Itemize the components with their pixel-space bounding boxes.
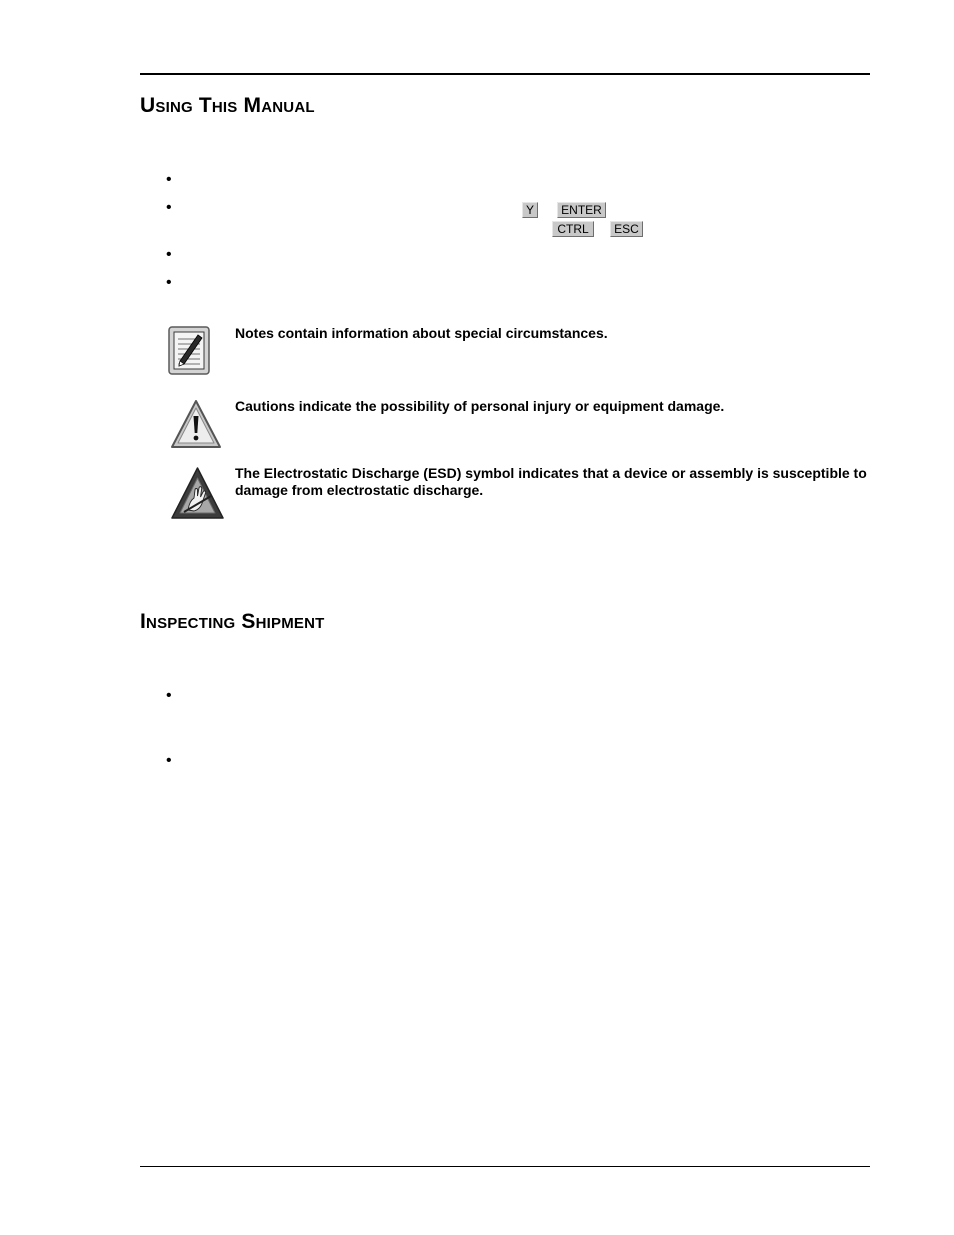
header-rule xyxy=(140,73,870,75)
key-esc: ESC xyxy=(610,221,643,237)
esd-hand-icon xyxy=(170,466,225,521)
key-y: Y xyxy=(522,202,538,218)
esd-text: The Electrostatic Discharge (ESD) symbol indicates that a device or assembly is susceptible to damage from electrostatic discharge. xyxy=(235,465,867,498)
caution-text: Cautions indicate the possibility of personal injury or equipment damage. xyxy=(235,398,725,414)
bullet-marker: • xyxy=(166,171,172,188)
bullet-marker: • xyxy=(166,687,172,704)
bullet-marker: • xyxy=(166,274,172,291)
note-text: Notes contain information about special circumstances. xyxy=(235,325,608,341)
bullet-marker: • xyxy=(166,246,172,263)
section-heading-inspecting-shipment: Inspecting Shipment xyxy=(140,610,325,633)
note-pencil-icon xyxy=(168,326,210,375)
key-ctrl: CTRL xyxy=(552,221,594,237)
bullet-marker: • xyxy=(166,752,172,769)
key-enter: ENTER xyxy=(557,202,606,218)
caution-triangle-icon xyxy=(170,399,222,450)
bullet-marker: • xyxy=(166,199,172,216)
section-heading-using-this-manual: Using This Manual xyxy=(140,94,315,117)
footer-rule xyxy=(140,1166,870,1167)
